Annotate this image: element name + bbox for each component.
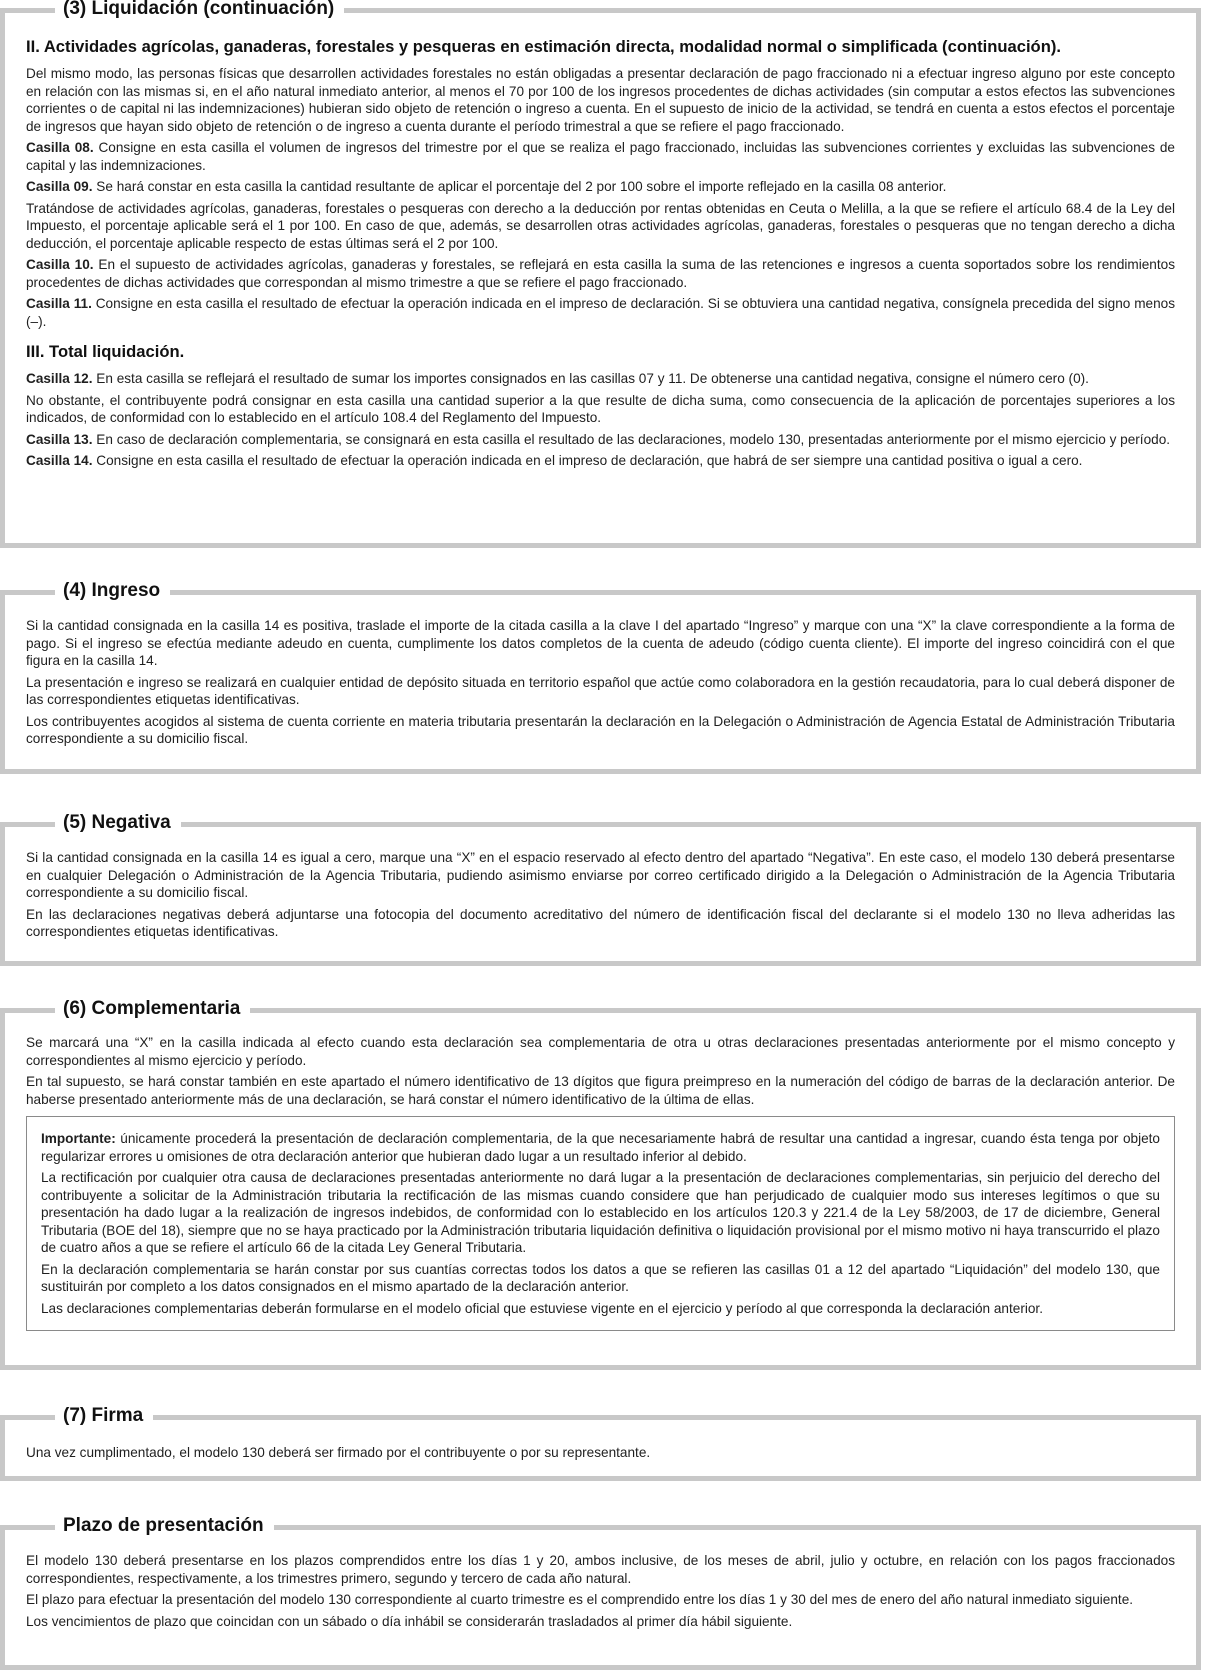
section-negativa [0, 812, 1201, 966]
paragraph: Si la cantidad consignada en la casilla 14 es igual a cero, marque una “X” en el espacio reservado al efecto dentro del apartado “Negativa”. En este caso, el modelo 130 deberá presentarse en cualquier Delegación o Administración de la Agencia Tributaria, pudiendo asimismo enviarse por correo certificado dirigido a la Delegación o Administración de la Agencia Tributaria correspondiente a su domicilio fiscal. [26, 850, 1175, 900]
subheading-actividades-agricolas: II. Actividades agrícolas, ganaderas, forestales y pesqueras en estimación directa, modalidad normal o simplificada (continuación). [26, 37, 1061, 56]
casilla-14-entry [26, 452, 1175, 470]
section-complementaria [0, 998, 1201, 1370]
casilla-label: Casilla 10. [26, 257, 94, 272]
paragraph: Los vencimientos de plazo que coincidan con un sábado o día inhábil se considerarán trasladados al primer día hábil siguiente. [26, 1613, 793, 1629]
casilla-label: Casilla 12. [26, 371, 93, 386]
casilla-text: Consigne en esta casilla el resultado de efectuar la operación indicada en el impreso de declaración. Si se obtuviera una cantidad negativa, consígnela precedida del signo menos (–). [26, 296, 1175, 329]
casilla-label: Casilla 08. [26, 140, 94, 155]
important-notice-box [26, 1116, 1175, 1331]
casilla-11-entry [26, 295, 1175, 330]
casilla-text: Consigne en esta casilla el resultado de efectuar la operación indicada en el impreso de declaración, que habrá de ser siempre una cantidad positiva o igual a cero. [92, 453, 1083, 468]
section-liquidacion [0, 0, 1201, 548]
section-firma [0, 1405, 1201, 1481]
casilla-13-entry [26, 431, 1175, 449]
casilla-10-entry [26, 256, 1175, 291]
important-text: únicamente procederá la presentación de declaración complementaria, de la que necesariamente habrá de resultar una cantidad a ingresar, cuando ésta tenga por objeto regularizar errores u omisiones de otra declaración anterior que hubieran dado lugar a un resultado inferior al debido. [41, 1131, 1160, 1164]
section-title: (4) Ingreso [55, 578, 170, 604]
casilla-label: Casilla 14. [26, 453, 93, 468]
paragraph: Del mismo modo, las personas físicas que desarrollen actividades forestales no están obligadas a presentar declaración de pago fraccionado ni a efectuar ingreso alguno por este concepto en relación con las mismas si, en el año natural inmediato anterior, al menos el 70 por 100 de los ingresos procedentes de dichas actividades (sin computar a estos efectos las subvenciones corrientes o de capital ni las indemnizaciones) hubieran sido objeto de retención o ingreso a cuenta. En el supuesto de inicio de la actividad, se tendrá en cuenta a estos efectos el porcentaje de ingresos que hayan sido objeto de retención o de ingreso a cuenta durante el período trimestral a que se refiere el pago fraccionado. [26, 66, 1175, 134]
section-plazo-presentacion [0, 1515, 1201, 1670]
paragraph: Los contribuyentes acogidos al sistema de cuenta corriente en materia tributaria presentarán la declaración en la Delegación o Administración de Agencia Estatal de Administración Tributaria correspondiente a su domicilio fiscal. [26, 713, 1175, 746]
important-label: Importante: [41, 1131, 116, 1146]
section-title: (5) Negativa [55, 810, 181, 836]
casilla-label: Casilla 09. [26, 179, 93, 194]
section-title: (3) Liquidación (continuación) [55, 0, 344, 22]
subheading-total-liquidacion: III. Total liquidación. [26, 342, 185, 361]
paragraph: Las declaraciones complementarias deberán formularse en el modelo oficial que estuviese vigente en el ejercicio y período al que corresponda la declaración anterior. [41, 1300, 1043, 1316]
paragraph: La rectificación por cualquier otra causa de declaraciones presentadas anteriormente no dará lugar a la presentación de declaraciones complementarias, sin perjuicio del derecho del contribuyente a solicitar de la Administración tributaria la rectificación de las mismas cuando considere que han perjudicado de cualquier modo sus intereses legítimos o que su presentación ha dado lugar a la realización de ingresos indebidos, de conformidad con lo establecido en los artículos 120.3 y 221.4 de la Ley 58/2003, de 17 de diciembre, General Tributaria (BOE del 18), siempre que no se haya practicado por la Administración tributaria liquidación definitiva o liquidación provisional por el mismo motivo ni haya transcurrido el plazo de cuatro años a que se refiere el artículo 66 de la citada Ley General Tributaria. [41, 1170, 1160, 1255]
casilla-text: En caso de declaración complementaria, se consignará en esta casilla el resultado de las declaraciones, modelo 130, presentadas anteriormente por el mismo ejercicio y período. [92, 431, 1171, 447]
paragraph: El plazo para efectuar la presentación del modelo 130 correspondiente al cuarto trimestre es el comprendido entre los días 1 y 30 del mes de enero del año natural inmediato siguiente. [26, 1592, 1134, 1607]
section-title: Plazo de presentación [55, 1513, 274, 1539]
important-notice [41, 1130, 1160, 1165]
casilla-08-entry [26, 139, 1175, 174]
casilla-label: Casilla 11. [26, 296, 92, 311]
paragraph: En las declaraciones negativas deberá adjuntarse una fotocopia del documento acreditativo del número de identificación fiscal del declarante si el modelo 130 no lleva adheridas las correspondientes etiquetas identificativas. [26, 906, 1175, 939]
paragraph: Se marcará una “X” en la casilla indicada al efecto cuando esta declaración sea complementaria de otra u otras declaraciones presentadas anteriormente por el mismo concepto y correspondientes al mismo ejercicio y período. [26, 1035, 1175, 1068]
casilla-text: En esta casilla se reflejará el resultado de sumar los importes consignados en las casillas 07 y 11. De obtenerse una cantidad negativa, consigne el número cero (0). [92, 371, 1089, 386]
paragraph: En la declaración complementaria se harán constar por sus cuantías correctas todos los datos a que se refieren las casillas 01 a 12 del apartado “Liquidación” del modelo 130, que sustituirán por completo a los datos consignados en el mismo apartado de la declaración anterior. [41, 1261, 1160, 1294]
casilla-text: Consigne en esta casilla el volumen de ingresos del trimestre por el que se realiza el pago fraccionado, incluidas las subvenciones corrientes y excluidas las subvenciones de capital y las indemnizaciones. [26, 140, 1175, 173]
section-ingreso [0, 580, 1201, 774]
casilla-09-entry [26, 178, 1175, 196]
paragraph: El modelo 130 deberá presentarse en los plazos comprendidos entre los días 1 y 20, ambos inclusive, de los meses de abril, julio y octubre, en relación con los pagos fraccionados correspondientes, respectivamente, a los trimestres primero, segundo y tercero de cada año natural. [26, 1553, 1175, 1586]
section-title: (7) Firma [55, 1403, 153, 1429]
paragraph: Si la cantidad consignada en la casilla 14 es positiva, traslade el importe de la citada casilla a la clave I del apartado “Ingreso” y marque con una “X” la clave correspondiente a la forma de pago. Si el ingreso se efectúa mediante adeudo en cuenta, cumplimente los datos completos de la cuenta de adeudo (código cuenta cliente). El importe del ingreso coincidirá con el que figura en la casilla 14. [26, 618, 1175, 668]
casilla-text: En el supuesto de actividades agrícolas, ganaderas y forestales, se reflejará en esta casilla la suma de las retenciones e ingresos a cuenta soportados sobre los rendimientos procedentes de dichas actividades que correspondan al mismo trimestre a que se refiere el pago fraccionado. [26, 257, 1175, 290]
paragraph: Una vez cumplimentado, el modelo 130 deberá ser firmado por el contribuyente o por su representante. [26, 1445, 651, 1460]
paragraph: No obstante, el contribuyente podrá consignar en esta casilla una cantidad superior a la que resulte de dicha suma, como consecuencia de la aplicación de porcentajes superiores a los indicados, de conformidad con lo establecido en el artículo 108.4 del Reglamento del Impuesto. [26, 392, 1175, 425]
casilla-12-entry [26, 370, 1175, 388]
paragraph: La presentación e ingreso se realizará en cualquier entidad de depósito situada en territorio español que actúe como colaboradora en la gestión recaudatoria, para lo cual deberá disponer de las correspondientes etiquetas identificativas. [26, 674, 1175, 707]
casilla-text: Se hará constar en esta casilla la cantidad resultante de aplicar el porcentaje del 2 por 100 sobre el importe reflejado en la casilla 08 anterior. [92, 179, 947, 194]
section-title: (6) Complementaria [55, 996, 250, 1022]
paragraph: Tratándose de actividades agrícolas, ganaderas, forestales o pesqueras con derecho a la deducción por rentas obtenidas en Ceuta o Melilla, a la que se refiere el artículo 68.4 de la Ley del Impuesto, el porcentaje aplicable será el 1 por 100. En caso de que, además, se desarrollen otras actividades agrícolas, ganaderas, forestales o pesqueras que no tengan derecho a dicha deducción, el porcentaje aplicable respecto de estas últimas será el 2 por 100. [26, 200, 1175, 251]
casilla-label: Casilla 13. [26, 431, 93, 447]
paragraph: En tal supuesto, se hará constar también en este apartado el número identificativo de 13 dígitos que figura preimpreso en la numeración del código de barras de la declaración anterior. De haberse presentado anteriormente más de una declaración, se hará constar el número identificativo de la última de ellas. [26, 1074, 1175, 1107]
